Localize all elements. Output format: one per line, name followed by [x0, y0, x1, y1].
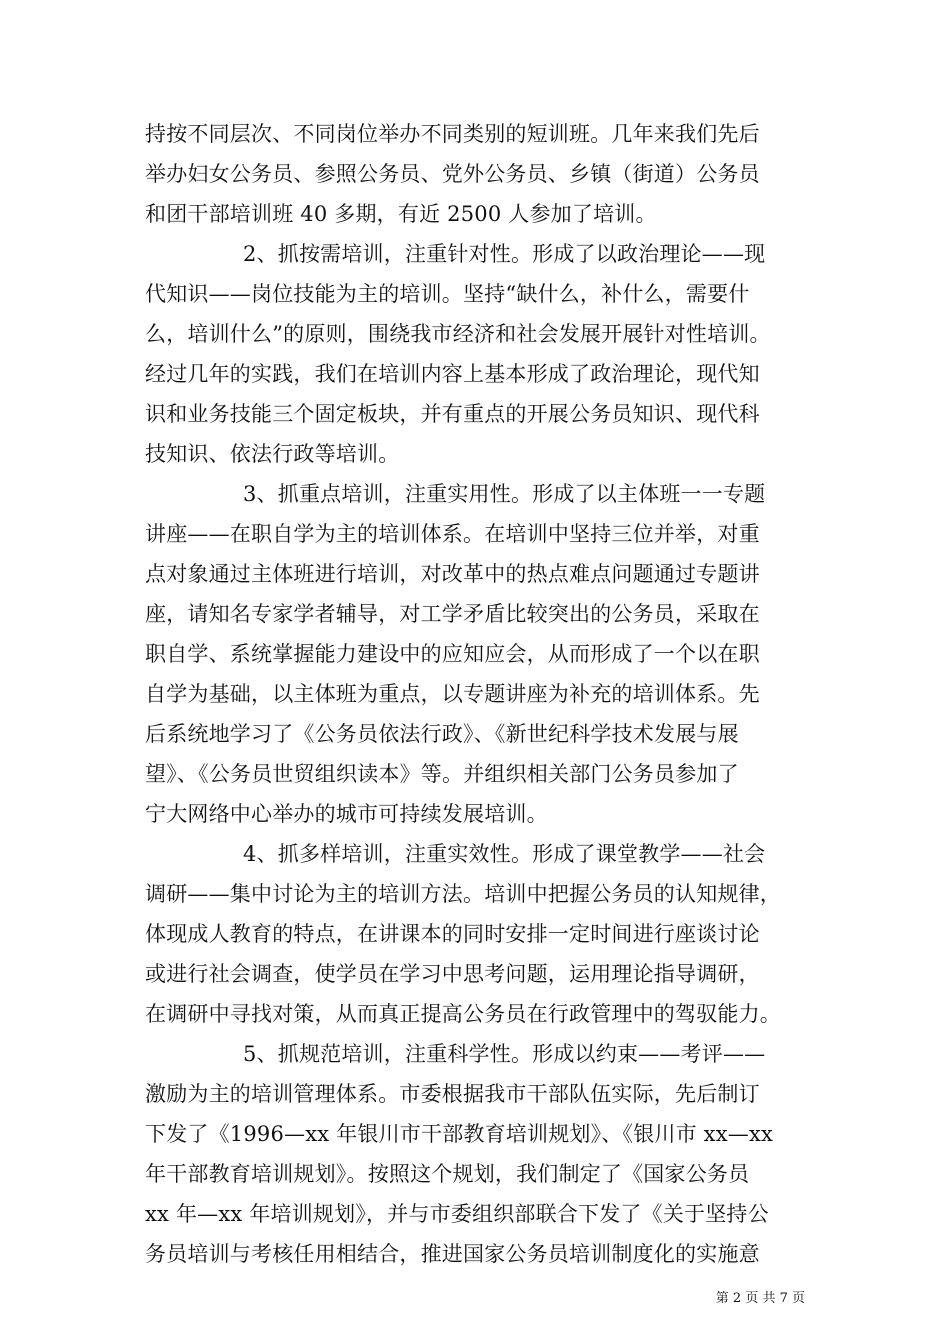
- body-text-line: 座，请知名专家学者辅导，对工学矛盾比较突出的公务员，采取在: [145, 602, 760, 626]
- body-text-line: xx 年—xx 年培训规划》，并与市委组织部联合下发了《关于坚持公: [145, 1202, 769, 1226]
- body-text-line: 持按不同层次、不同岗位举办不同类别的短训班。几年来我们先后: [145, 122, 760, 146]
- body-text-line: 调研——集中讨论为主的培训方法。培训中把握公务员的认知规律，: [145, 882, 781, 906]
- body-text-line: 点对象通过主体班进行培训，对改革中的热点难点问题通过专题讲: [145, 562, 760, 586]
- body-text-line: 后系统地学习了《公务员依法行政》、《新世纪科学技术发展与展: [145, 722, 739, 746]
- body-text-line: 年干部教育培训规划》。按照这个规划，我们制定了《国家公务员: [145, 1162, 750, 1186]
- body-text-line: 经过几年的实践，我们在培训内容上基本形成了政治理论，现代知: [145, 362, 760, 386]
- paragraph-heading-3: 3、抓重点培训，注重实用性。形成了以主体班一一专题: [243, 482, 766, 506]
- body-text-line: 代知识——岗位技能为主的培训。坚持“缺什么，补什么，需要什: [145, 282, 750, 306]
- paragraph-heading-4: 4、抓多样培训，注重实效性。形成了课堂教学——社会: [243, 842, 766, 866]
- paragraph-heading-5: 5、抓规范培训，注重科学性。形成以约束——考评——: [243, 1042, 766, 1066]
- body-text-line: 技知识、依法行政等培训。: [145, 442, 400, 466]
- body-text-line: 么，培训什么”的原则，围绕我市经济和社会发展开展针对性培训。: [145, 322, 771, 346]
- body-text-line: 职自学、系统掌握能力建设中的应知应会，从而形成了一个以在职: [145, 642, 760, 666]
- body-text-line: 自学为基础，以主体班为重点，以专题讲座为补充的培训体系。先: [145, 682, 760, 706]
- body-text-line: 识和业务技能三个固定板块，并有重点的开展公务员知识、现代科: [145, 402, 760, 426]
- body-text-line: 举办妇女公务员、参照公务员、党外公务员、乡镇（街道）公务员: [145, 162, 760, 186]
- body-text-line: 或进行社会调查，使学员在学习中思考问题，运用理论指导调研，: [145, 962, 760, 986]
- paragraph-heading-2: 2、抓按需培训，注重针对性。形成了以政治理论——现: [243, 242, 766, 266]
- body-text-line: 激励为主的培训管理体系。市委根据我市干部队伍实际，先后制订: [145, 1082, 760, 1106]
- body-text-line: 体现成人教育的特点，在讲课本的同时安排一定时间进行座谈讨论: [145, 922, 760, 946]
- page-number-footer: 第 2 页 共 7 页: [715, 1291, 805, 1306]
- body-text-line: 下发了《1996—xx 年银川市干部教育培训规划》、《银川市 xx—xx: [145, 1122, 774, 1146]
- body-text-line: 宁大网络中心举办的城市可持续发展培训。: [145, 802, 548, 826]
- body-text-line: 务员培训与考核任用相结合，推进国家公务员培训制度化的实施意: [145, 1242, 760, 1266]
- body-text-line: 讲座——在职自学为主的培训体系。在培训中坚持三位并举，对重: [145, 522, 760, 546]
- body-text-line: 在调研中寻找对策，从而真正提高公务员在行政管理中的驾驭能力。: [145, 1002, 781, 1026]
- body-text-line: 望》、《公务员世贸组织读本》等。并组织相关部门公务员参加了: [145, 762, 739, 786]
- body-text-line: 和团干部培训班 40 多期，有近 2500 人参加了培训。: [145, 202, 657, 226]
